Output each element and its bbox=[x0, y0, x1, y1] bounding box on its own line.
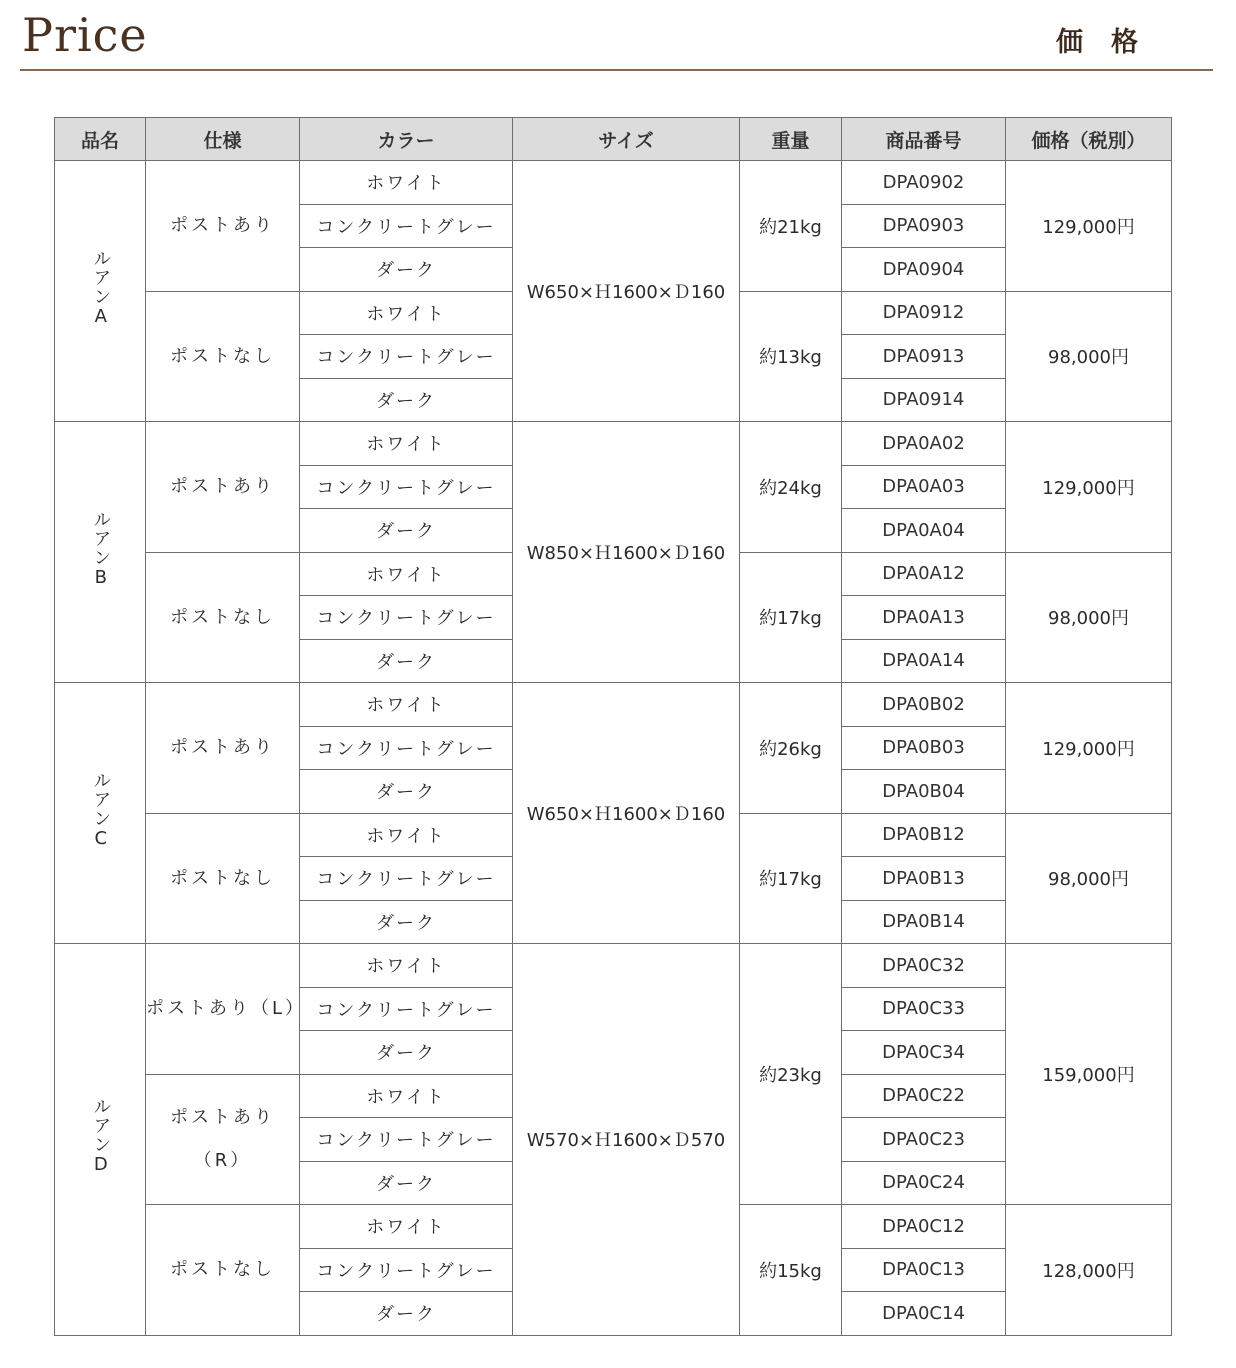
color-cell: コンクリートグレー bbox=[300, 987, 513, 1031]
product-code-cell: DPA0A14 bbox=[842, 639, 1006, 683]
product-name: ルアンC bbox=[90, 770, 112, 850]
color-cell: ダーク bbox=[300, 639, 513, 683]
color-cell: ホワイト bbox=[300, 291, 513, 335]
price-cell: 129,000円 bbox=[1006, 422, 1172, 553]
product-name: ルアンA bbox=[90, 248, 112, 328]
weight-cell: 約24kg bbox=[740, 422, 842, 553]
product-code-cell: DPA0914 bbox=[842, 378, 1006, 422]
price-cell: 98,000円 bbox=[1006, 813, 1172, 944]
color-cell: ホワイト bbox=[300, 552, 513, 596]
product-code-cell: DPA0C24 bbox=[842, 1161, 1006, 1205]
page-title-en: Price bbox=[22, 8, 148, 62]
color-cell: コンクリートグレー bbox=[300, 1118, 513, 1162]
table-row bbox=[55, 944, 1172, 988]
spec-cell: ポストあり bbox=[146, 161, 300, 292]
color-cell: コンクリートグレー bbox=[300, 726, 513, 770]
product-code-cell: DPA0A13 bbox=[842, 596, 1006, 640]
product-name-cell bbox=[55, 422, 146, 683]
header-divider bbox=[20, 69, 1213, 71]
header-spec: 仕様 bbox=[146, 118, 300, 161]
product-code-cell: DPA0902 bbox=[842, 161, 1006, 205]
header-product-code: 商品番号 bbox=[842, 118, 1006, 161]
color-cell: ホワイト bbox=[300, 1205, 513, 1249]
product-code-cell: DPA0C12 bbox=[842, 1205, 1006, 1249]
page-title-jp: 価格 bbox=[1056, 27, 1166, 58]
price-cell: 129,000円 bbox=[1006, 161, 1172, 292]
header-size: サイズ bbox=[513, 118, 740, 161]
product-code-cell: DPA0B14 bbox=[842, 900, 1006, 944]
product-code-cell: DPA0C23 bbox=[842, 1118, 1006, 1162]
table-row bbox=[55, 683, 1172, 727]
weight-cell: 約15kg bbox=[740, 1205, 842, 1336]
product-code-cell: DPA0A12 bbox=[842, 552, 1006, 596]
product-code-cell: DPA0913 bbox=[842, 335, 1006, 379]
table-row bbox=[55, 422, 1172, 466]
color-cell: コンクリートグレー bbox=[300, 857, 513, 901]
spec-cell: ポストあり（R） bbox=[146, 1074, 300, 1205]
color-cell: ダーク bbox=[300, 770, 513, 814]
color-cell: ホワイト bbox=[300, 944, 513, 988]
weight-cell: 約17kg bbox=[740, 813, 842, 944]
product-code-cell: DPA0C13 bbox=[842, 1248, 1006, 1292]
product-name: ルアンB bbox=[90, 509, 112, 589]
header-product-name: 品名 bbox=[55, 118, 146, 161]
color-cell: コンクリートグレー bbox=[300, 335, 513, 379]
weight-cell: 約21kg bbox=[740, 161, 842, 292]
color-cell: ダーク bbox=[300, 378, 513, 422]
product-code-cell: DPA0A04 bbox=[842, 509, 1006, 553]
price-cell: 129,000円 bbox=[1006, 683, 1172, 814]
color-cell: ダーク bbox=[300, 900, 513, 944]
color-cell: コンクリートグレー bbox=[300, 204, 513, 248]
color-cell: ホワイト bbox=[300, 161, 513, 205]
weight-cell: 約17kg bbox=[740, 552, 842, 683]
price-cell: 98,000円 bbox=[1006, 291, 1172, 422]
header-weight: 重量 bbox=[740, 118, 842, 161]
price-table bbox=[54, 117, 1172, 1336]
table-row bbox=[55, 161, 1172, 205]
price-cell: 159,000円 bbox=[1006, 944, 1172, 1205]
product-code-cell: DPA0903 bbox=[842, 204, 1006, 248]
color-cell: コンクリートグレー bbox=[300, 1248, 513, 1292]
color-cell: ホワイト bbox=[300, 422, 513, 466]
spec-cell: ポストなし bbox=[146, 552, 300, 683]
size-cell: W650×Ｈ1600×Ｄ160 bbox=[513, 683, 740, 944]
spec-cell: ポストなし bbox=[146, 813, 300, 944]
color-cell: ダーク bbox=[300, 1031, 513, 1075]
product-code-cell: DPA0B04 bbox=[842, 770, 1006, 814]
spec-cell: ポストあり bbox=[146, 422, 300, 553]
header-price: 価格（税別） bbox=[1006, 118, 1172, 161]
color-cell: ダーク bbox=[300, 1161, 513, 1205]
weight-cell: 約26kg bbox=[740, 683, 842, 814]
color-cell: ダーク bbox=[300, 509, 513, 553]
color-cell: ホワイト bbox=[300, 1074, 513, 1118]
weight-cell: 約23kg bbox=[740, 944, 842, 1205]
color-cell: ダーク bbox=[300, 248, 513, 292]
product-code-cell: DPA0B13 bbox=[842, 857, 1006, 901]
price-cell: 128,000円 bbox=[1006, 1205, 1172, 1336]
product-code-cell: DPA0C33 bbox=[842, 987, 1006, 1031]
product-code-cell: DPA0904 bbox=[842, 248, 1006, 292]
header-color: カラー bbox=[300, 118, 513, 161]
table-header-row bbox=[55, 118, 1172, 161]
product-code-cell: DPA0B03 bbox=[842, 726, 1006, 770]
color-cell: ホワイト bbox=[300, 813, 513, 857]
product-code-cell: DPA0C22 bbox=[842, 1074, 1006, 1118]
color-cell: コンクリートグレー bbox=[300, 596, 513, 640]
spec-cell: ポストなし bbox=[146, 291, 300, 422]
color-cell: ダーク bbox=[300, 1292, 513, 1336]
product-code-cell: DPA0A03 bbox=[842, 465, 1006, 509]
price-cell: 98,000円 bbox=[1006, 552, 1172, 683]
weight-cell: 約13kg bbox=[740, 291, 842, 422]
spec-cell: ポストなし bbox=[146, 1205, 300, 1336]
size-cell: W850×Ｈ1600×Ｄ160 bbox=[513, 422, 740, 683]
color-cell: コンクリートグレー bbox=[300, 465, 513, 509]
product-code-cell: DPA0A02 bbox=[842, 422, 1006, 466]
color-cell: ホワイト bbox=[300, 683, 513, 727]
spec-cell: ポストあり（L） bbox=[146, 944, 300, 1075]
spec-cell: ポストあり bbox=[146, 683, 300, 814]
product-code-cell: DPA0C34 bbox=[842, 1031, 1006, 1075]
product-name-cell bbox=[55, 161, 146, 422]
size-cell: W570×Ｈ1600×Ｄ570 bbox=[513, 944, 740, 1336]
product-code-cell: DPA0C14 bbox=[842, 1292, 1006, 1336]
product-code-cell: DPA0B12 bbox=[842, 813, 1006, 857]
product-code-cell: DPA0912 bbox=[842, 291, 1006, 335]
product-code-cell: DPA0C32 bbox=[842, 944, 1006, 988]
product-code-cell: DPA0B02 bbox=[842, 683, 1006, 727]
product-name: ルアンD bbox=[90, 1096, 112, 1176]
product-name-cell bbox=[55, 944, 146, 1336]
size-cell: W650×Ｈ1600×Ｄ160 bbox=[513, 161, 740, 422]
product-name-cell bbox=[55, 683, 146, 944]
